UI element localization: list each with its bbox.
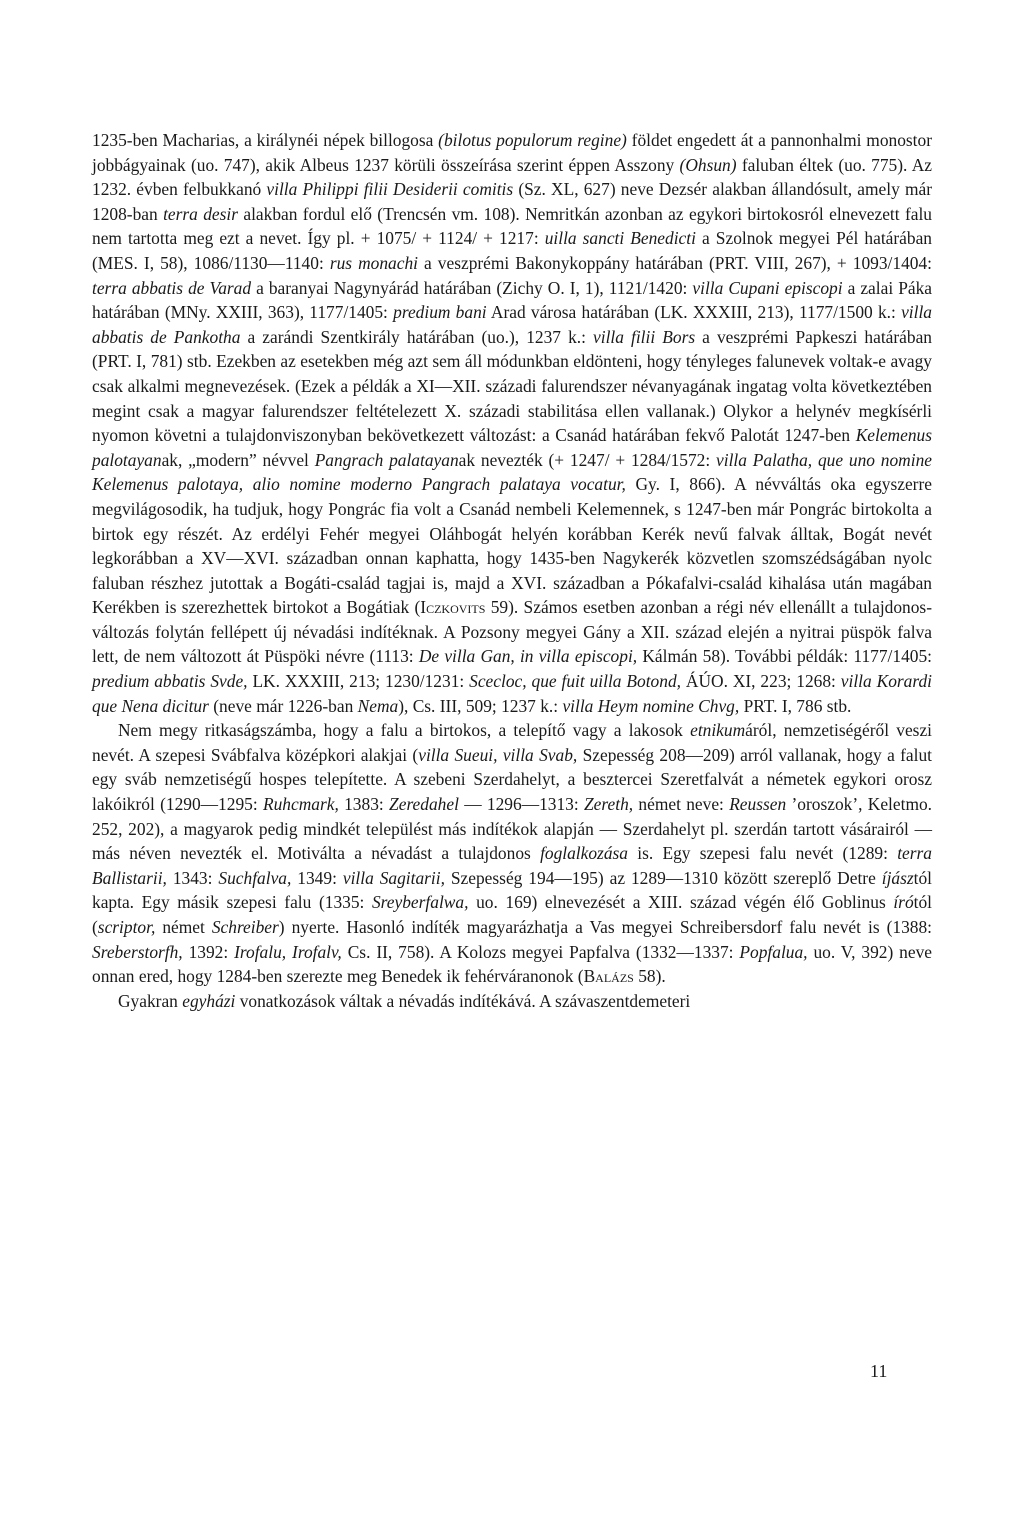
- text-segment: a Szolnok megyei Pél határában (MES. I, 58), 1086/1130—1140:: [92, 228, 932, 273]
- italic-segment: villa Philippi filii Desiderii comitis: [266, 179, 514, 200]
- text-segment: Arad városa határában (LK. XXXIII, 213), 1177/1500 k.:: [486, 302, 902, 323]
- text-segment: PRT. I, 786 stb.: [739, 695, 852, 716]
- text-segment: 1349:: [291, 867, 343, 888]
- italic-segment: villa Sagitarii,: [342, 867, 445, 888]
- italic-segment: uilla sancti Benedicti: [544, 228, 696, 249]
- text-segment: 1235-ben Macharias, a királynéi népek billogosa: [92, 130, 439, 150]
- italic-segment: villa Cupani episcopi: [692, 277, 843, 298]
- italic-segment: foglalkozása: [540, 843, 628, 864]
- italic-segment: Reussen: [729, 794, 787, 815]
- text-segment: faluban éltek (uo. 775). Az 1232. évben felbukkanó: [92, 154, 932, 200]
- italic-segment: villa abbatis de Pankotha: [92, 302, 932, 347]
- text-segment: ak, „modern” névvel: [161, 449, 315, 470]
- italic-segment: Kelemenus palotayan: [92, 425, 932, 470]
- italic-segment: Suchfalva,: [218, 867, 292, 888]
- text-segment: ÁÚO. XI, 223; 1268:: [680, 671, 841, 692]
- text-segment: LK. XXXIII, 213; 1230/1231:: [247, 671, 470, 692]
- text-segment: 1343:: [166, 867, 219, 888]
- text-segment: (Sz. XL, 627) neve Dezsér alakban állandósult, amely már 1208-ban: [92, 179, 932, 224]
- italic-segment: scriptor,: [97, 917, 156, 937]
- page-number: 11: [870, 1361, 888, 1381]
- text-segment: német neve:: [633, 794, 730, 815]
- text-segment: uo. V, 392) neve onnan ered, hogy 1284-ben szerezte meg Benedek ik fehérváranonok (: [92, 941, 933, 987]
- text-segment: Cs. II, 758). A Kolozs megyei Papfalva (1332—1337:: [341, 941, 740, 962]
- text-segment: Szepesség 208—209) arról vallanak, hogy a falut egy sváb nemzetiségű hospes telepítette. A szebeni Szerdahelyt, a besztercei Szeretfalvát a németek egykori orosz lakóikról (1290—1295:: [92, 744, 933, 815]
- italic-segment: íjász: [881, 867, 914, 888]
- italic-segment: villa Sueui, villa Svab,: [418, 744, 578, 765]
- italic-segment: egyházi: [182, 990, 236, 1011]
- text-segment: uo. 169) elnevezését a XIII. század végén élő Goblinus: [468, 892, 894, 913]
- text-segment: (neve már 1226-ban: [208, 695, 358, 716]
- italic-segment: predium abbatis Svde,: [92, 671, 248, 692]
- italic-segment: De villa Gan, in villa episcopi,: [418, 646, 638, 667]
- text-segment: a baranyai Nagynyárád határában (Zichy O. I, 1), 1121/1420:: [251, 277, 693, 298]
- paragraph-2: [92, 718, 932, 989]
- text-segment: ), Cs. III, 509; 1237 k.:: [398, 695, 563, 716]
- text-segment: tól kapta. Egy másik szepesi falu (1335:: [92, 867, 933, 913]
- italic-segment: Zeredahel: [389, 794, 459, 815]
- text-segment: 58).: [633, 966, 666, 987]
- text-segment: — 1296—1313:: [458, 794, 585, 815]
- italic-segment: terra desir: [163, 203, 238, 224]
- text-segment: a veszprémi Bakonykoppány határában (PRT. VIII, 267), + 1093/1404:: [418, 252, 933, 273]
- text-segment: 59). Számos esetben azonban a régi név ellenállt a tulajdonos-változás folytán fellépett új névadási indítéknak. A Pozsony megyei Gány a XII. század elején a nyitrai püspök falva lett, de nem változott át Püspöki névre (1113:: [92, 597, 932, 667]
- text-segment: ) nyerte. Hasonló indíték magyarázhatja a Vas megyei Schreibersdorf falu nevét is (1388:: [278, 917, 933, 937]
- italic-segment: Pangrach palatayan: [314, 449, 459, 470]
- text-segment: 1392:: [182, 941, 235, 962]
- text-segment: a zalai Páka határában (MNy. XXIII, 363), 1177/1405:: [92, 277, 932, 323]
- text-segment: Szepesség 194—195) az 1289—1310 között szereplő Detre: [444, 867, 882, 888]
- text-segment: is. Egy szepesi falu nevét (1289:: [627, 843, 898, 864]
- italic-segment: Irofalu, Irofalv,: [234, 941, 342, 962]
- small-caps-segment: Iczkovits: [420, 597, 486, 618]
- paragraph-3: [92, 989, 932, 1014]
- text-segment: Gyakran: [118, 990, 183, 1011]
- paragraph-1: [92, 128, 932, 718]
- italic-segment: Popfalua,: [739, 941, 808, 962]
- body-text: [92, 128, 932, 1013]
- text-segment: a veszprémi Papkeszi határában (PRT. I, 781) stb. Ezekben az esetekben még azt sem áll módunkban eldönteni, hogy tényleges falunevek voltak-e avagy csak alkalmi megnevezések. (Ezek a példák a XI—XII. századi falurendszer névanyagának ingatag volta következtében megint csak a magyar falurendszer feltételezett X. századi stabilitása ellen vallanak.) Olykor a helynév megkísérli nyomon követni a tulajdonviszonyban bekövetkezett változást: a Csanád határában fekvő Palotát 1247-ben: [92, 326, 932, 446]
- italic-segment: Nema: [357, 695, 399, 716]
- italic-segment: rus monachi: [329, 252, 418, 273]
- italic-segment: predium bani: [393, 302, 487, 323]
- text-segment: Gy. I, 866). A névváltás oka egyszerre megvilágosodik, ha tudjuk, hogy Pongrác fia volt a Csanád nembeli Kelemennek, s 1247-ben már Pongrác birtokolta a birtok egy részét. Az erdélyi Fehér megyei Oláhbogát helyén korábban Kerék nevű falvak álltak, Bogát nevét legkorábban a XV—XVI. században onnan kaphatta, hogy 1435-ben Nagykerék közvetlen szomszédságában nyolc faluban részhez jutottak a Bogáti-család tagjai is, majd a XVI. században a Pókafalvi-család kihalása után magában Kerékben is szerezhettek birtokot a Bogátiak (: [92, 474, 932, 618]
- italic-segment: Sreyberfalwa,: [371, 892, 469, 913]
- italic-segment: villa Korardi que Nena dicitur: [92, 671, 933, 716]
- italic-segment: Scecloc, que fuit uilla Botond,: [469, 671, 681, 692]
- italic-segment: Schreiber: [211, 917, 279, 937]
- text-segment: alakban fordul elő (Trencsén vm. 108). Nemritkán azonban az egykori birtokosról elnevezett falu nem tartotta meg ezt a nevet. Így pl. + 1075/ + 1124/ + 1217:: [92, 203, 933, 249]
- italic-segment: Zereth,: [584, 794, 634, 815]
- text-segment: ak nevezték (+ 1247/ + 1284/1572:: [458, 449, 717, 470]
- italic-segment: Ruhcmark,: [262, 794, 339, 815]
- text-segment: földet engedett át a pannonhalmi monostor jobbágyainak (uo. 747), akik Albeus 1237 körüli összeírása szerint éppen Asszony: [92, 130, 932, 175]
- text-segment: Nem megy ritkaságszámba, hogy a falu a birtokos, a telepítő vagy a lakosok: [118, 720, 691, 741]
- italic-segment: (bilotus populorum regine): [438, 130, 627, 150]
- text-segment: áról, nemzetiségéről veszi nevét. A szepesi Svábfalva középkori alakjai (: [92, 720, 932, 765]
- italic-segment: (Ohsun): [679, 154, 737, 175]
- text-segment: Kálmán 58). További példák: 1177/1405:: [637, 646, 932, 667]
- italic-segment: terra abbatis de Varad: [92, 277, 252, 298]
- italic-segment: villa Palatha, que uno nomine Kelemenus palotaya, alio nomine moderno Pangrach palataya vocatur,: [92, 449, 932, 495]
- italic-segment: író: [893, 892, 914, 913]
- text-segment: 1383:: [338, 794, 390, 815]
- text-segment: ’oroszok’, Keletmo. 252, 202), a magyarok pedig mindkét települést más indítékok alapján — Szerdahelyt pl. szerdán tartott vásárairól — más néven nevezték el. Motiválta a névadást a tulajdonos: [92, 794, 933, 864]
- text-segment: a zarándi Szentkirály határában (uo.), 1237 k.:: [240, 326, 594, 347]
- italic-segment: Sreberstorfh,: [92, 941, 183, 962]
- italic-segment: etnikum: [690, 720, 746, 741]
- italic-segment: villa Heym nomine Chvg,: [562, 695, 740, 716]
- text-segment: tól (: [92, 892, 932, 937]
- text-segment: német: [155, 917, 212, 937]
- text-segment: vonatkozások váltak a névadás indítékává. A szávaszentdemeteri: [235, 990, 691, 1011]
- italic-segment: villa filii Bors: [593, 326, 696, 347]
- small-caps-segment: Balázs: [583, 966, 634, 987]
- italic-segment: terra Ballistarii,: [92, 843, 932, 888]
